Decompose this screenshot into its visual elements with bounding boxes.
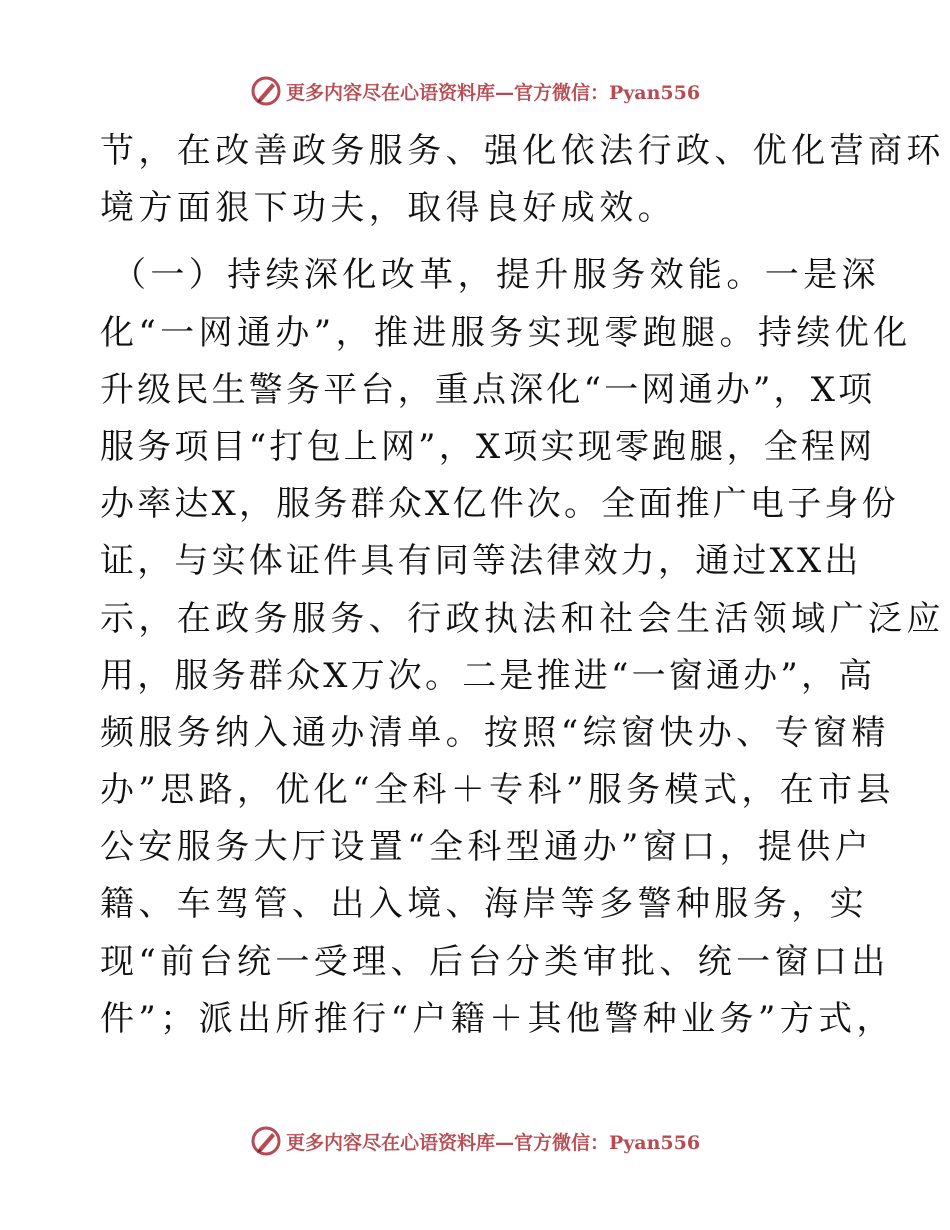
body-line: 示，在政务服务、行政执法和社会生活领域广泛应 [100, 598, 945, 639]
body-line: 化“一网通办”，推进服务实现零跑腿。持续优化 [100, 312, 912, 353]
document-body [100, 123, 945, 1048]
body-line: 境方面狠下功夫，取得良好成效。 [100, 188, 676, 229]
body-line: 件”；派出所推行“户籍＋其他警种业务”方式， [100, 998, 895, 1039]
body-line: 升级民生警务平台，重点深化“一网通办”，X项 [100, 369, 876, 410]
body-line: 现“前台统一受理、后台分类审批、统一窗口出 [100, 941, 890, 982]
pen-logo-icon [250, 1125, 282, 1157]
body-line: 办”思路，优化“全科＋专科”服务模式，在市县 [100, 770, 895, 811]
footer-watermark-text: 更多内容尽在心语资料库—官方微信：Pyan556 [285, 1131, 701, 1154]
body-line: 公安服务大厅设置“全科型通办”窗口，提供户 [100, 827, 874, 868]
body-line: 节，在改善政务服务、强化依法行政、优化营商环 [100, 131, 945, 171]
pen-logo-icon [250, 75, 282, 107]
section-heading-line: （一）持续深化改革，提升服务效能。一是深 [112, 255, 880, 296]
body-line: 办率达X，服务群众X亿件次。全面推广电子身份 [100, 484, 899, 525]
header-watermark [0, 74, 950, 108]
footer-watermark [0, 1124, 950, 1158]
body-line: 频服务纳入通办清单。按照“综窗快办、专窗精 [100, 712, 890, 753]
body-line: 籍、车驾管、出入境、海岸等多警种服务，实 [100, 884, 868, 925]
header-watermark-text: 更多内容尽在心语资料库—官方微信：Pyan556 [285, 81, 701, 104]
body-line: 服务项目“打包上网”，X项实现零跑腿，全程网 [100, 426, 876, 467]
body-line: 证，与实体证件具有同等法律效力，通过XX出 [100, 541, 862, 582]
body-line: 用，服务群众X万次。二是推进“一窗通办”，高 [100, 655, 876, 696]
